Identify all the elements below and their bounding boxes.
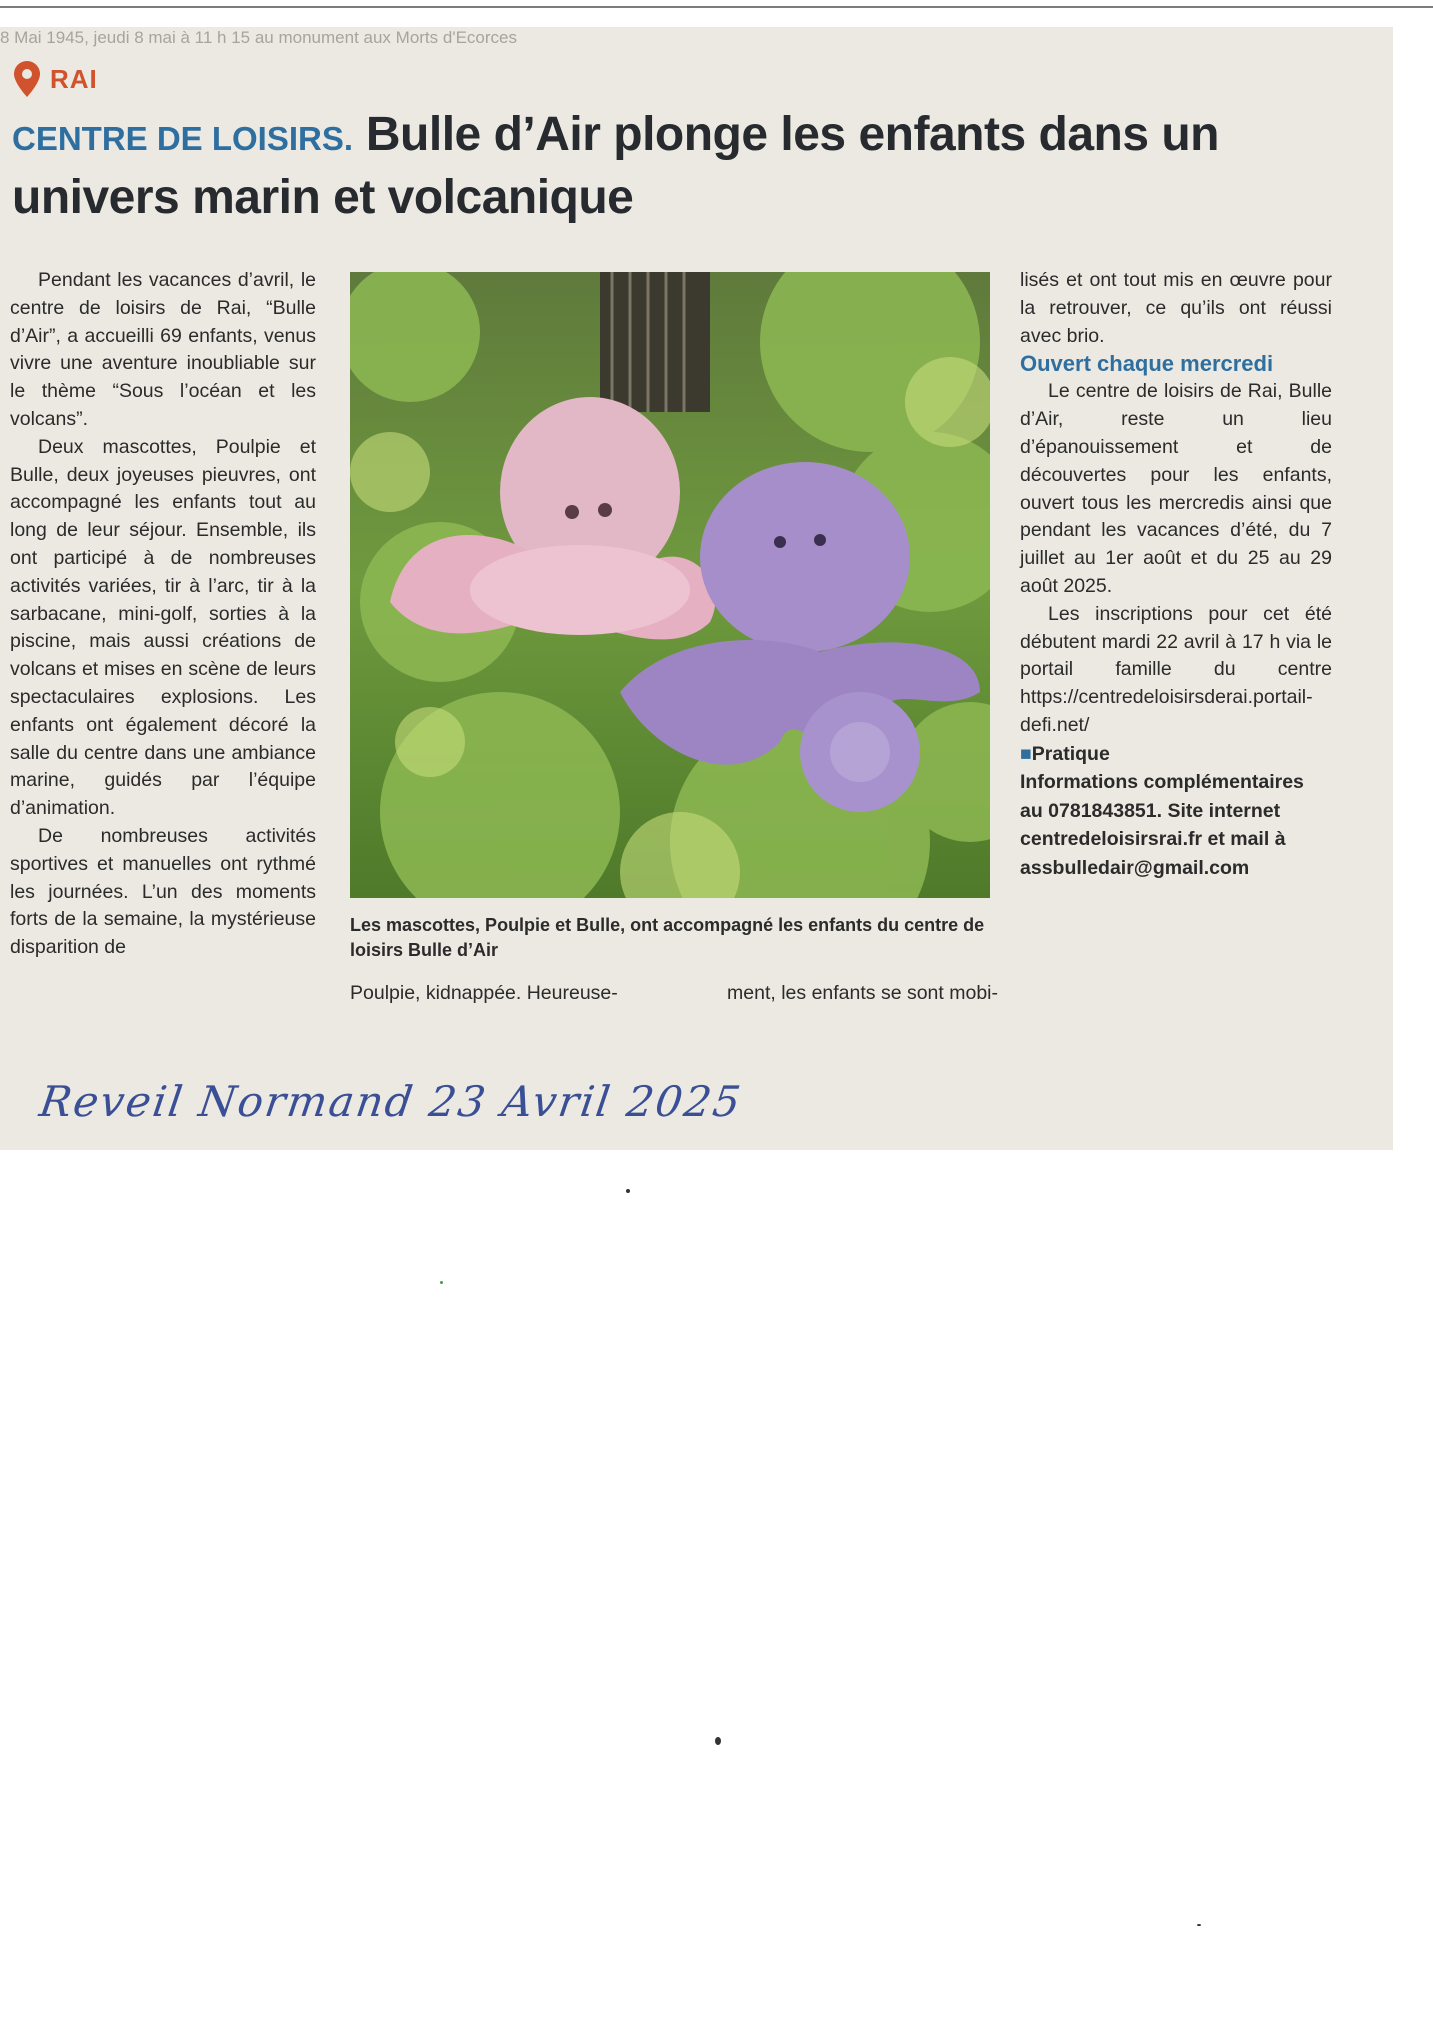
location-pin-icon — [14, 61, 40, 97]
section-header — [14, 61, 98, 97]
newspaper-clipping — [0, 27, 1393, 1150]
practical-text: Informations complémentaires au 0781843851. Site internet centredeloisirsrai.fr et mail à assbulledair@gmail.com — [1020, 771, 1304, 879]
scan-speck — [715, 1737, 721, 1745]
paragraph: Les inscriptions pour cet été débutent mardi 22 avril à 17 h via le portail famille du centre https://centredeloisirsderai.portail-defi.net/ — [1020, 602, 1332, 736]
practical-info — [1020, 740, 1332, 883]
square-bullet-icon: ■ — [1020, 742, 1032, 765]
paragraph: Deux mascottes, Poulpie et Bulle, deux joyeuses pieuvres, ont accompagné les enfants tout au long de leur séjour. Ensemble, ils ont participé à de nombreuses activités variées, tir à l’arc, tir à la sarbacane, mini-golf, sorties à la piscine, mais aussi créations de volcans et mises en scène de leurs spectaculaires explosions. Les enfants ont également décoré la salle du centre dans une ambiance marine, guidés par l’équipe d’animation. — [10, 435, 316, 820]
article-column-1 — [10, 267, 316, 962]
paragraph: Le centre de loisirs de Rai, Bulle d’Air, reste un lieu d’épanouissement et de découvertes pour les enfants, ouvert tous les mercredis ainsi que pendant les vacances d’été, du 7 juillet au 1er août et du 25 au 29 août 2025. — [1020, 380, 1332, 597]
subheading: Ouvert chaque mercredi — [1020, 351, 1274, 377]
continuation-right: ment, les enfants se sont mobi- — [727, 982, 998, 1004]
photo-caption: Les mascottes, Poulpie et Bulle, ont accompagné les enfants du centre de loisirs Bulle d’Air — [350, 915, 985, 960]
article-column-3 — [1020, 267, 1332, 882]
article-headline — [12, 105, 1342, 227]
scan-speck — [626, 1189, 630, 1193]
octopus-bulle — [700, 462, 910, 652]
scan-speck — [1197, 1924, 1201, 1926]
article-photo — [350, 272, 990, 898]
paragraph: De nombreuses activités sportives et manuelles ont rythmé les journées. L’un des moments forts de la semaine, la mystérieuse disparition de — [10, 824, 316, 959]
paragraph: Pendant les vacances d’avril, le centre de loisirs de Rai, “Bulle d’Air”, a accueilli 69 enfants, venus vivre une aventure inoubliable sur le thème “Sous l’océan et les volcans”. — [10, 269, 316, 430]
scan-top-edge — [0, 6, 1433, 8]
adjacent-article-bleed — [0, 27, 1393, 52]
paragraph: lisés et ont tout mis en œuvre pour la retrouver, ce qu’ils ont réussi avec brio. — [1020, 269, 1332, 347]
headline-title: Bulle d’Air plonge les enfants dans un univers marin et volcanique — [12, 108, 1219, 224]
handwritten-source-note: Reveil Normand 23 Avril 2025 — [36, 1077, 746, 1126]
continuation-left: Poulpie, kidnappée. Heureuse- — [350, 982, 618, 1004]
headline-kicker: CENTRE DE LOISIRS. — [12, 120, 354, 157]
bleed-text: 8 Mai 1945, jeudi 8 mai à 11 h 15 au monument aux Morts d'Ecorces — [0, 28, 517, 47]
photo-continuation-line — [350, 982, 998, 1005]
practical-label: Pratique — [1031, 742, 1110, 765]
section-label: RAI — [50, 63, 98, 94]
scan-speck — [440, 1281, 443, 1284]
